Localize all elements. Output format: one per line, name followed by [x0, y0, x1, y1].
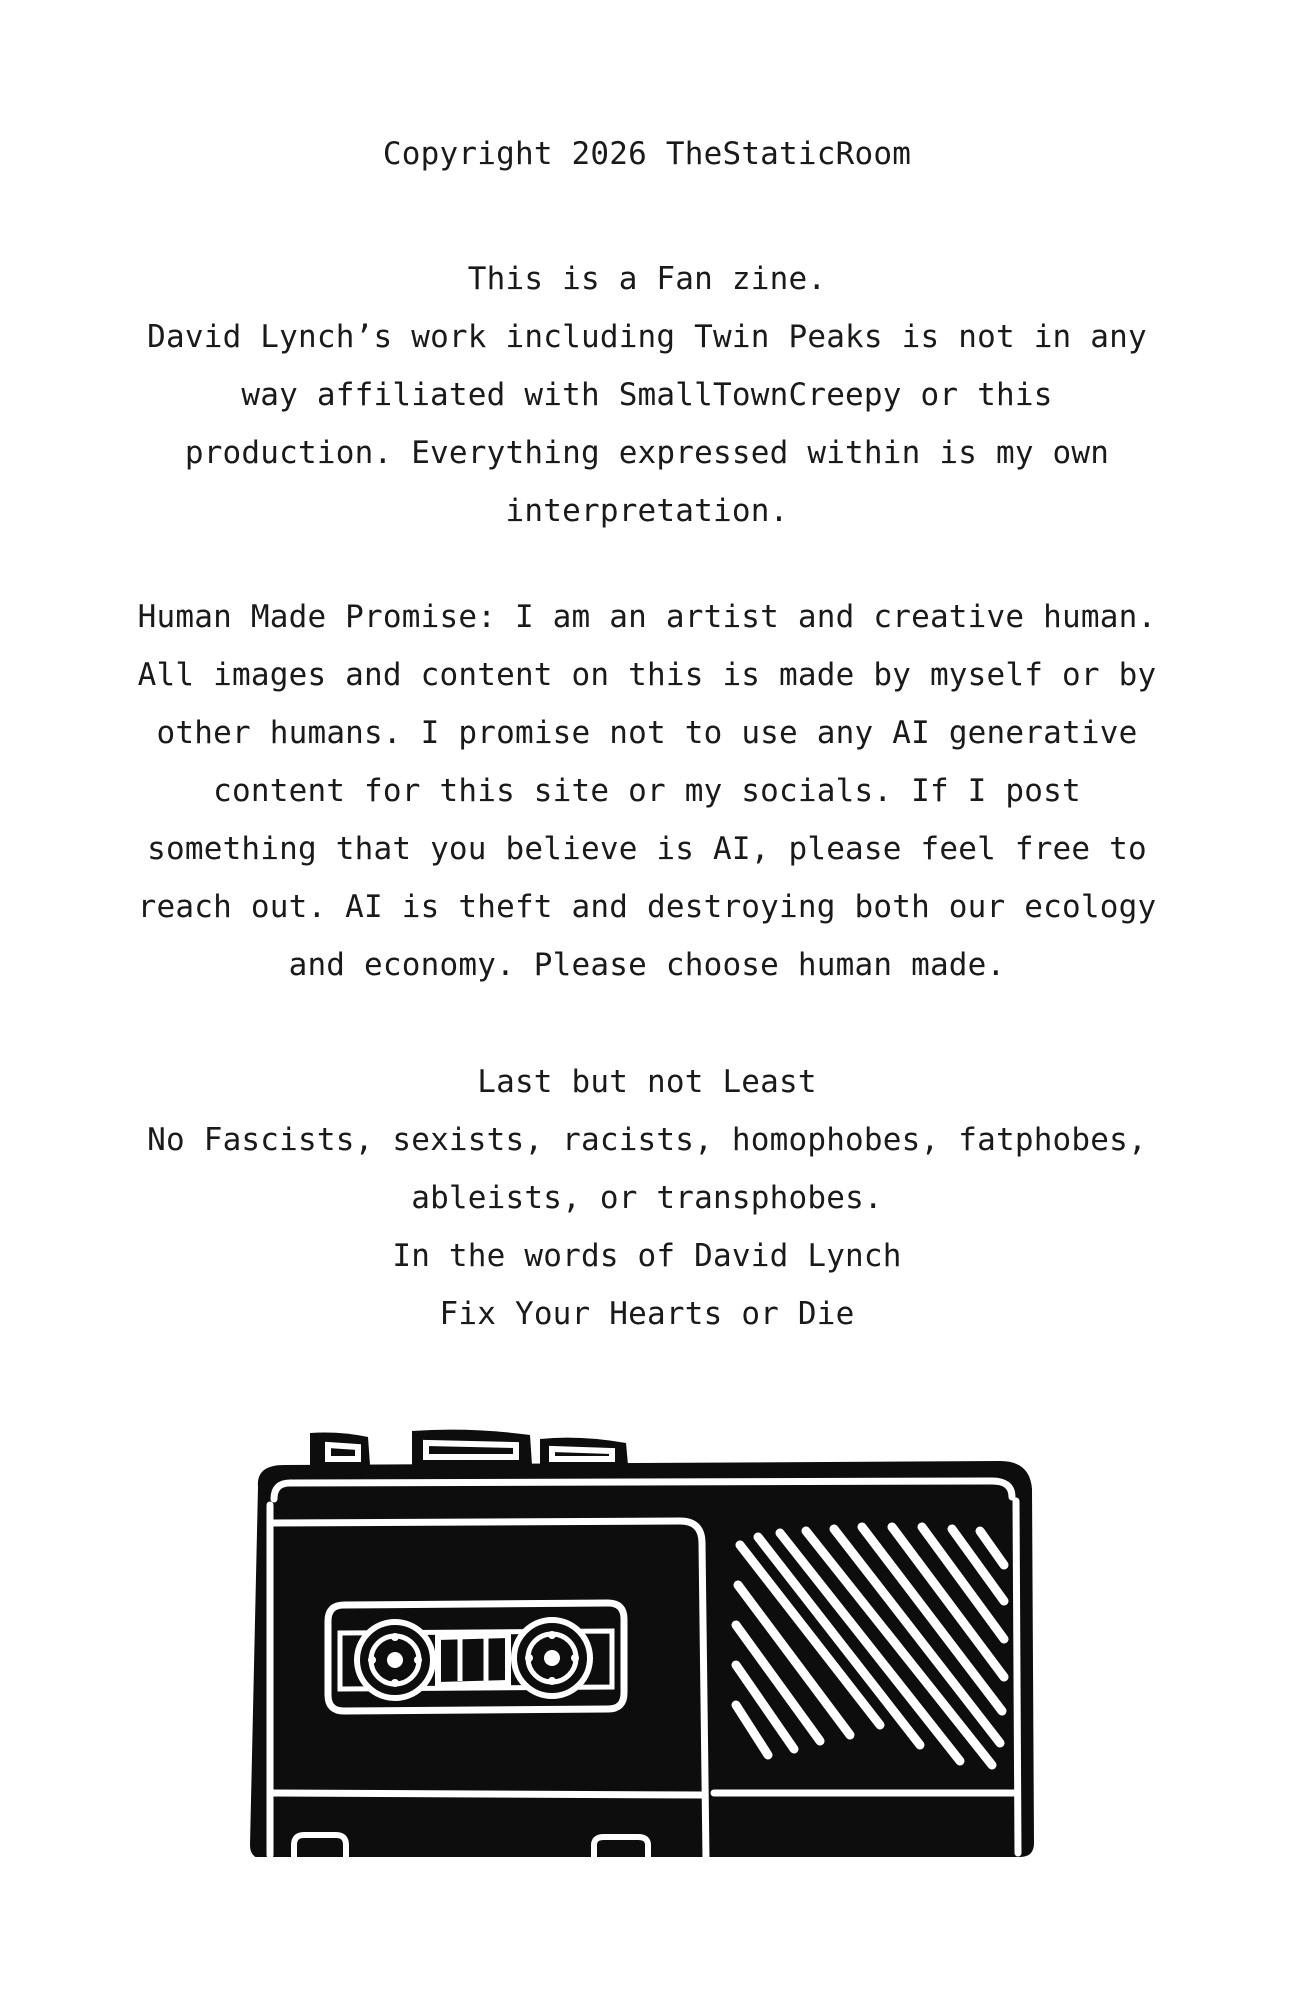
closing-line: ableists, or transphobes.	[411, 1180, 883, 1216]
cassette-radio-icon	[240, 1425, 1040, 1865]
promise-line: other humans. I promise not to use any AI generative	[156, 715, 1138, 751]
closing-statement	[120, 1053, 1174, 1343]
promise-line: content for this site or my socials. If I post	[213, 773, 1081, 809]
disclaimer-line: David Lynch’s work including Twin Peaks is not in any	[147, 319, 1147, 355]
radio-top-buttons	[310, 1430, 628, 1465]
human-made-promise	[120, 588, 1174, 994]
closing-line: Last but not Least	[477, 1064, 817, 1100]
cassette-radio-illustration	[240, 1425, 1040, 1865]
fanzine-disclaimer	[120, 250, 1174, 540]
closing-line: No Fascists, sexists, racists, homophobes, fatphobes,	[147, 1122, 1147, 1158]
promise-line: and economy. Please choose human made.	[288, 947, 1006, 983]
promise-line: reach out. AI is theft and destroying both our ecology	[137, 889, 1157, 925]
promise-line: something that you believe is AI, please feel free to	[147, 831, 1147, 867]
disclaimer-line: way affiliated with SmallTownCreepy or this	[241, 377, 1053, 413]
promise-line: Human Made Promise: I am an artist and creative human.	[137, 599, 1157, 635]
promise-line: All images and content on this is made by myself or by	[137, 657, 1157, 693]
disclaimer-line: production. Everything expressed within is my own	[184, 435, 1110, 471]
copyright-line: Copyright 2026 TheStaticRoom	[382, 136, 912, 172]
closing-line: Fix Your Hearts or Die	[439, 1296, 855, 1332]
disclaimer-line: This is a Fan zine.	[467, 261, 827, 297]
disclaimer-line: interpretation.	[505, 493, 789, 529]
closing-line: In the words of David Lynch	[392, 1238, 902, 1274]
copyright-notice	[120, 125, 1174, 183]
